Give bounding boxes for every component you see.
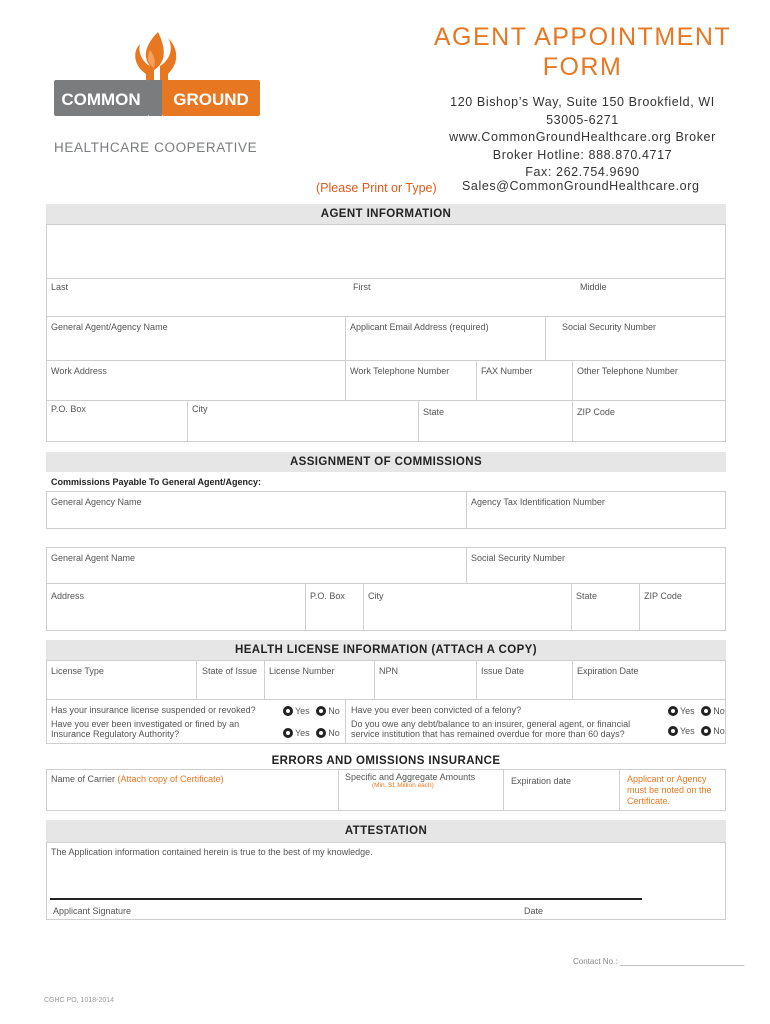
address-line: www.CommonGroundHealthcare.org Broker xyxy=(449,130,716,144)
commissions-heading: ASSIGNMENT OF COMMISSIONS xyxy=(46,452,726,472)
attestation-heading: ATTESTATION xyxy=(46,820,726,842)
logo-word-common: COMMON xyxy=(61,90,141,109)
expiration-date-label: Expiration Date xyxy=(577,666,639,676)
question-debt-line1: Do you owe any debt/balance to an insurer, general agent, or financial xyxy=(351,719,631,729)
city-label: City xyxy=(192,404,208,414)
print-note: (Please Print or Type) xyxy=(316,181,437,195)
certificate-note-line: Applicant or Agency xyxy=(627,774,707,784)
commissions-agency-box xyxy=(46,491,726,529)
yes-no-q1 xyxy=(283,705,344,716)
certificate-note-line: Certificate. xyxy=(627,796,671,806)
commission-city-label: City xyxy=(368,591,384,601)
other-phone-label: Other Telephone Number xyxy=(577,366,678,376)
applicant-email-label: Applicant Email Address (required) xyxy=(350,322,489,332)
yes-label: Yes xyxy=(680,705,695,716)
general-agent-name-label: General Agent Name xyxy=(51,553,136,563)
logo-tagline: HEALTHCARE COOPERATIVE xyxy=(54,140,258,155)
first-name-label: First xyxy=(353,282,371,292)
title-line-2: FORM xyxy=(542,53,623,81)
no-radio[interactable] xyxy=(701,726,711,736)
license-type-label: License Type xyxy=(51,666,104,676)
common-ground-logo xyxy=(50,30,265,160)
address-line: 53005-6271 xyxy=(546,112,619,127)
ssn-label: Social Security Number xyxy=(562,322,657,332)
amounts-label: Specific and Aggregate Amounts xyxy=(345,772,476,782)
agent-info-heading: AGENT INFORMATION xyxy=(46,204,726,224)
address-line: Broker Hotline: 888.870.4717 xyxy=(492,147,673,162)
question-investigated-line1: Have you ever been investigated or fined by an xyxy=(51,719,240,729)
no-label: No xyxy=(328,705,340,716)
state-label: State xyxy=(423,407,445,417)
general-agency-name-label: General Agency Name xyxy=(51,497,142,507)
agency-name-label: General Agent/Agency Name xyxy=(51,322,168,332)
no-label: No xyxy=(713,705,725,716)
title-line-1: AGENT APPOINTMENT xyxy=(433,23,732,51)
agency-tax-id-label: Agency Tax Identification Number xyxy=(471,497,605,507)
certificate-note xyxy=(627,774,712,807)
no-radio[interactable] xyxy=(316,706,326,716)
question-felony: Have you ever been convicted of a felony? xyxy=(351,705,522,715)
carrier-name-label: Name of Carrier xyxy=(51,774,116,784)
contact-number-field: Contact No.: ____________________________ xyxy=(573,957,745,966)
no-radio[interactable] xyxy=(316,728,326,738)
question-debt-line2: service institution that has remained overdue for more than 60 days? xyxy=(351,729,625,739)
amounts-note: (Min. $1 Million each) xyxy=(372,782,434,789)
yes-radio[interactable] xyxy=(668,726,678,736)
sales-email: Sales@CommonGroundHealthcare.org xyxy=(462,179,700,193)
fax-label: FAX Number xyxy=(481,366,533,376)
work-phone-label: Work Telephone Number xyxy=(350,366,450,376)
commissions-agent-box xyxy=(46,547,726,631)
yes-no-q2 xyxy=(283,727,344,738)
license-heading: HEALTH LICENSE INFORMATION (ATTACH A COPY) xyxy=(46,640,726,660)
contact-address xyxy=(430,94,735,182)
yes-radio[interactable] xyxy=(283,706,293,716)
state-of-issue-label: State of Issue xyxy=(202,666,258,676)
agent-info-section xyxy=(46,224,726,442)
commission-zip-label: ZIP Code xyxy=(644,591,682,601)
certificate-note-line: must be noted on the xyxy=(627,785,712,795)
date-label: Date xyxy=(524,906,544,916)
form-title xyxy=(420,22,745,82)
signature-line[interactable] xyxy=(50,898,642,900)
po-box-label: P.O. Box xyxy=(51,404,86,414)
carrier-label xyxy=(51,774,224,784)
form-code: CGHC PO, 1018-2014 xyxy=(44,997,115,1004)
middle-name-label: Middle xyxy=(580,282,607,292)
npn-label: NPN xyxy=(379,666,399,676)
commission-state-label: State xyxy=(576,591,598,601)
eo-heading: ERRORS AND OMISSIONS INSURANCE xyxy=(46,751,726,771)
signature-label: Applicant Signature xyxy=(53,906,132,916)
yes-radio[interactable] xyxy=(283,728,293,738)
commission-address-label: Address xyxy=(51,591,85,601)
zip-label: ZIP Code xyxy=(577,407,615,417)
yes-no-q4 xyxy=(668,725,729,736)
license-number-label: License Number xyxy=(269,666,335,676)
logo-word-ground: GROUND xyxy=(173,90,249,109)
yes-label: Yes xyxy=(680,725,695,736)
issue-date-label: Issue Date xyxy=(481,666,525,676)
payable-to-label: Commissions Payable To General Agent/Agency: xyxy=(51,477,262,487)
commission-po-box-label: P.O. Box xyxy=(310,591,345,601)
work-address-label: Work Address xyxy=(51,366,107,376)
carrier-note: (Attach copy of Certificate) xyxy=(117,774,224,784)
no-radio[interactable] xyxy=(701,706,711,716)
attestation-statement: The Application information contained herein is true to the best of my knowledge. xyxy=(51,847,373,857)
address-line: Fax: 262.754.9690 xyxy=(525,165,640,179)
yes-radio[interactable] xyxy=(668,706,678,716)
address-line: 120 Bishop’s Way, Suite 150 Brookfield, WI xyxy=(450,95,715,109)
eo-expiration-label: Expiration date xyxy=(511,776,572,786)
no-label: No xyxy=(328,727,340,738)
no-label: No xyxy=(713,725,725,736)
last-name-label: Last xyxy=(51,282,69,292)
question-license-revoked: Has your insurance license suspended or revoked? xyxy=(51,705,256,715)
yes-no-q3 xyxy=(668,705,729,716)
yes-label: Yes xyxy=(295,705,310,716)
yes-label: Yes xyxy=(295,727,310,738)
commission-ssn-label: Social Security Number xyxy=(471,553,566,563)
question-investigated-line2: Insurance Regulatory Authority? xyxy=(51,729,180,739)
